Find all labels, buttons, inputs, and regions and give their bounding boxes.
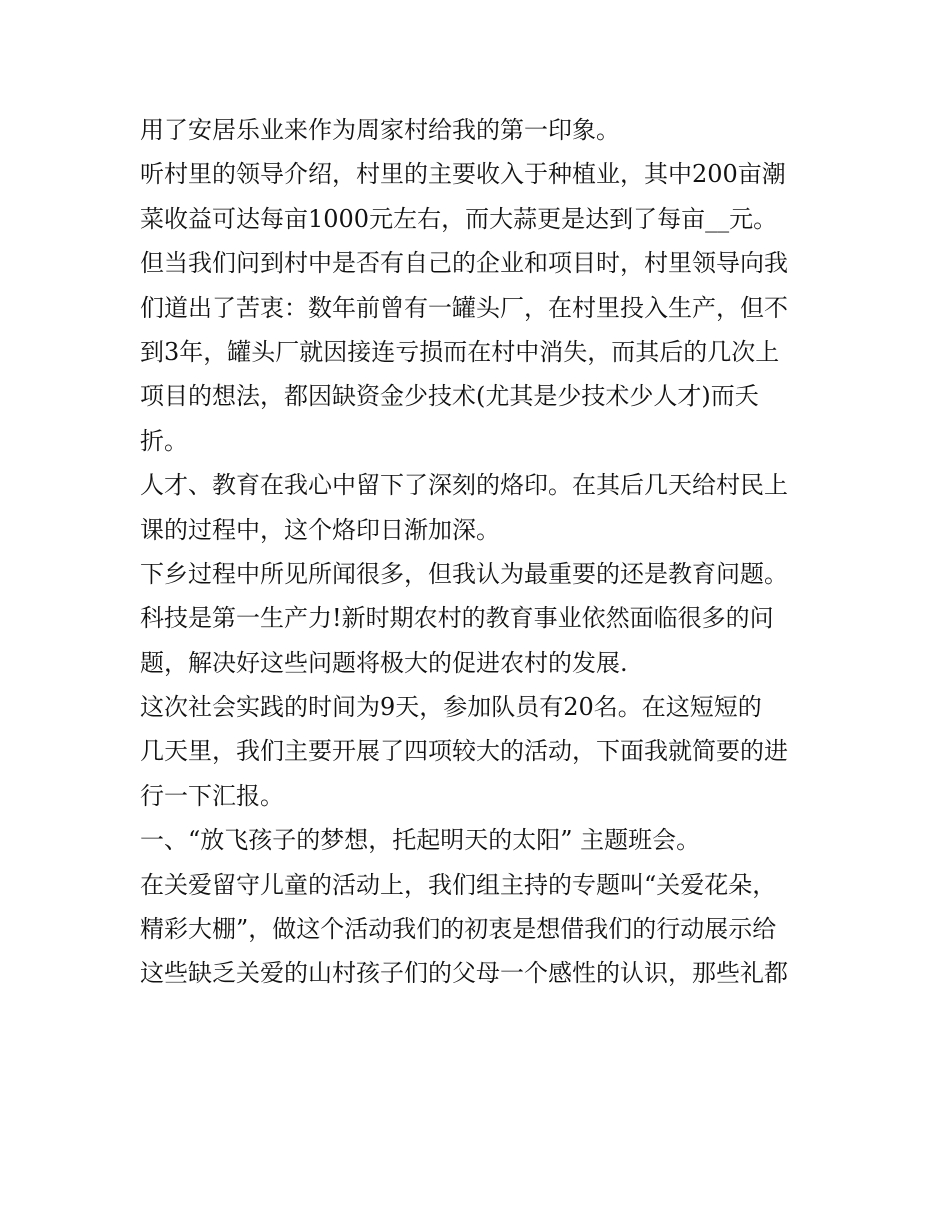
text-line: 这次社会实践的时间为9天，参加队员有20名。在这短短的	[140, 693, 762, 722]
section-heading: 一、“放飞孩子的梦想，托起明天的太阳” 主题班会。	[140, 826, 701, 855]
text-line: 但当我们问到村中是否有自己的企业和项目时，村里领导向我	[140, 249, 788, 278]
text-line: 项目的想法，都因缺资金少技术(尤其是少技术少人才)而夭	[140, 382, 759, 411]
text-line: 菜收益可达每亩1000元左右，而大蒜更是达到了每亩__元。	[140, 204, 778, 233]
text-line: 下乡过程中所见所闻很多，但我认为最重要的还是教育问题。	[140, 559, 788, 588]
text-line: 精彩大棚”，做这个活动我们的初衷是想借我们的行动展示给	[140, 915, 777, 944]
text-line: 听村里的领导介绍，村里的主要收入于种植业，其中200亩潮	[140, 160, 786, 189]
text-line: 在关爱留守儿童的活动上，我们组主持的专题叫“关爱花朵，	[140, 870, 777, 899]
text-line: 这些缺乏关爱的山村孩子们的父母一个感性的认识，那些礼都	[140, 959, 788, 988]
text-line: 行一下汇报。	[140, 781, 284, 810]
text-line: 用了安居乐业来作为周家村给我的第一印象。	[140, 116, 620, 144]
text-line: 课的过程中，这个烙印日渐加深。	[140, 515, 500, 544]
document-body	[140, 108, 820, 996]
text-line: 题，解决好这些问题将极大的促进农村的发展.	[140, 648, 628, 677]
text-line: 们道出了苦衷：数年前曾有一罐头厂，在村里投入生产，但不	[140, 293, 788, 322]
text-line: 人才、教育在我心中留下了深刻的烙印。在其后几天给村民上	[140, 471, 788, 500]
text-line: 到3年，罐头厂就因接连亏损而在村中消失，而其后的几次上	[140, 337, 780, 366]
text-line: 折。	[140, 426, 188, 455]
text-line: 几天里，我们主要开展了四项较大的活动，下面我就简要的进	[140, 737, 788, 766]
text-line: 科技是第一生产力!新时期农村的教育事业依然面临很多的问	[140, 604, 774, 633]
